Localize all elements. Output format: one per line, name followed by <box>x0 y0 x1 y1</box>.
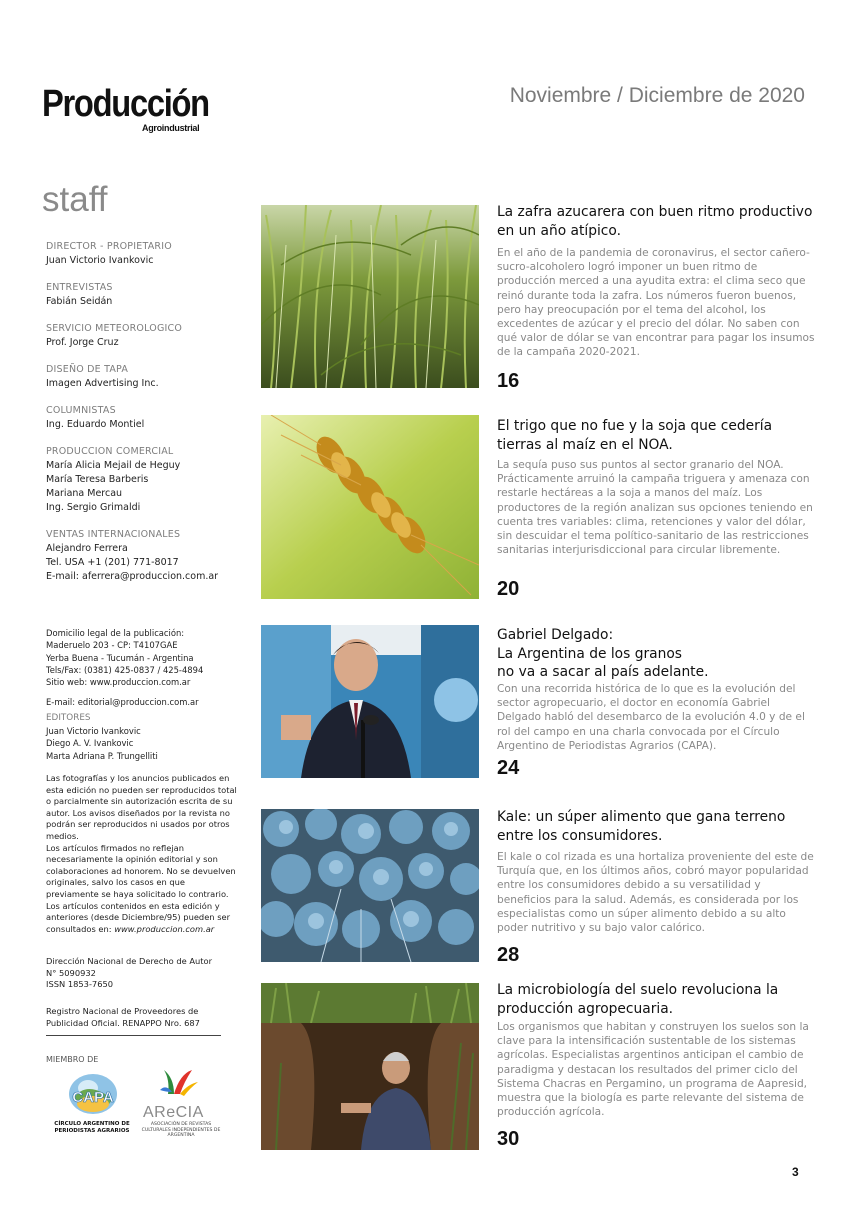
staff-title: staff <box>42 180 108 219</box>
staff-role: COLUMNISTAS <box>46 405 116 416</box>
disclaimer-paragraph: Los artículos firmados no reflejan necesariamente la opinión editorial y son colaboraciones ad honorem. No se devuelven originales, salvo los casos en que previamente se haya solicitado lo contrario. <box>46 842 236 899</box>
article-page-number[interactable]: 30 <box>497 1128 520 1150</box>
staff-list <box>46 240 236 597</box>
article-title[interactable]: La zafra azucarera con buen ritmo productivo en un año atípico. <box>497 204 813 239</box>
logo-subtitle: Agroindustrial <box>142 123 200 133</box>
staff-person: María Teresa Barberis <box>46 474 149 485</box>
staff-person: Ing. Eduardo Montiel <box>46 419 145 430</box>
article-title[interactable] <box>497 626 817 682</box>
staff-phone: Tel. USA +1 (201) 771-8017 <box>46 557 179 568</box>
soil-photo[interactable] <box>261 983 479 1150</box>
legal-line: Maderuelo 203 - CP: T4107GAE <box>46 640 178 651</box>
article-summary: Los organismos que habitan y construyen los suelos son la clave para la intensificación sustentable de los sistemas agrícolas. Especialistas argentinos anticipan el cambio de paradigma y destacan los resultados del primer ciclo del Sistema Chacras en Pergamino, un programa de Aapresid, muestra que la biología es parte relevante del sistema de producción agrícola. <box>497 1021 809 1119</box>
article-title[interactable]: El trigo que no fue y la soja que cedería tierras al maíz en el NOA. <box>497 418 773 453</box>
staff-role: DISEÑO DE TAPA <box>46 364 129 375</box>
article-summary: En el año de la pandemia de coronavirus, el sector cañero-sucro-alcoholero logró imponer un buen ritmo de producción merced a una ayudita extra: el clima seco que reinó durante toda la zafra. Los números fueron buenos, pero hay preocupación por el tema del alcohol, los excedentes de azúcar y el precio del dólar. No saben con qué valor de dólar se van encontrar para pagar los insumos de la campaña 2020-2021. <box>497 247 815 359</box>
staff-group-diseno <box>46 363 236 391</box>
staff-role: ENTREVISTAS <box>46 282 113 293</box>
legal-address <box>46 627 236 709</box>
staff-role: PRODUCCION COMERCIAL <box>46 446 174 457</box>
legal-line: Domicilio legal de la publicación: <box>46 628 185 638</box>
legal-website[interactable]: Sitio web: www.produccion.com.ar <box>46 677 191 688</box>
staff-person: Mariana Mercau <box>46 488 123 499</box>
speaker-photo[interactable] <box>261 625 479 778</box>
staff-email[interactable]: E-mail: aferrera@produccion.com.ar <box>46 571 219 582</box>
wheat-photo[interactable] <box>261 415 479 599</box>
copyright-line: N° 5090932 <box>46 967 96 978</box>
copyright-line: Dirección Nacional de Derecho de Autor <box>46 956 212 966</box>
staff-role: SERVICIO METEOROLOGICO <box>46 323 183 334</box>
logo-title: Producción <box>42 83 209 125</box>
article-summary: La sequía puso sus puntos al sector granario del NOA. Prácticamente arruinó la campaña triguera y amenaza con restarle hectáreas a la soja a manos del maíz. Los productores de la región analizan sus opciones teniendo en cuenta tres variables: clima, retenciones y valor del dólar, sin descuidar el tema político-sanitario de las restricciones sanitarias interjurisdiccional para circular libremente. <box>497 459 813 557</box>
disclaimer-link[interactable]: www.produccion.com.ar <box>114 923 215 934</box>
staff-group-meteorologico <box>46 322 236 350</box>
editor-name: Marta Adriana P. Trungelliti <box>46 750 158 761</box>
legal-line: Tels/Fax: (0381) 425-0837 / 425-4894 <box>46 664 204 675</box>
copyright-info <box>46 956 238 991</box>
staff-person: Imagen Advertising Inc. <box>46 378 159 389</box>
article-title[interactable]: La microbiología del suelo revoluciona la producción agropecuaria. <box>497 982 779 1017</box>
staff-group-director <box>46 240 236 268</box>
staff-role: DIRECTOR - PROPIETARIO <box>46 241 172 252</box>
disclaimer-paragraph <box>46 901 238 936</box>
page-number: 3 <box>792 1165 799 1179</box>
article-title[interactable]: Kale: un súper alimento que gana terreno entre los consumidores. <box>497 809 786 844</box>
article-title-line: no va a sacar al país adelante. <box>497 664 709 680</box>
copyright-line: ISSN 1853-7650 <box>46 979 114 990</box>
article-title-line: Gabriel Delgado: <box>497 627 614 643</box>
staff-group-ventas <box>46 528 236 584</box>
editors-role: EDITORES <box>46 713 91 723</box>
arecia-caption: ASOCIACIÓN DE REVISTAS CULTURALES INDEPENDIENTES DE ARGENTINA <box>141 1122 221 1139</box>
staff-person: Juan Victorio Ivankovic <box>46 255 154 266</box>
capa-caption: CÍRCULO ARGENTINO DE PERIODISTAS AGRARIOS <box>54 1121 130 1134</box>
article-page-number[interactable]: 24 <box>497 757 520 779</box>
disclaimer <box>46 773 238 935</box>
registry-info: Registro Nacional de Proveedores de Publicidad Oficial. RENAPPO Nro. 687 <box>46 1006 200 1028</box>
magazine-logo <box>42 83 209 133</box>
article-summary: El kale o col rizada es una hortaliza proveniente del este de Turquía que, en los últimos años, cobró mayor popularidad entre los consumidores debido a su versatilidad y beneficios para la salud. Además, es considerada por los especialistas como un súper alimento debido a su alto poder nutritivo y su bajo valor calórico. <box>497 851 814 935</box>
divider <box>46 1035 221 1036</box>
kale-photo[interactable] <box>261 809 479 962</box>
staff-person: Prof. Jorge Cruz <box>46 337 119 348</box>
article-page-number[interactable]: 20 <box>497 578 520 600</box>
staff-person: Alejandro Ferrera <box>46 543 128 554</box>
staff-role: VENTAS INTERNACIONALES <box>46 529 181 540</box>
issue-date: Noviembre / Diciembre de 2020 <box>509 84 805 107</box>
staff-group-entrevistas <box>46 281 236 309</box>
staff-group-columnistas <box>46 404 236 432</box>
staff-person: Fabián Seidán <box>46 296 113 307</box>
sugarcane-photo[interactable] <box>261 205 479 388</box>
disclaimer-paragraph: Las fotografías y los anuncios publicados en esta edición no pueden ser reproducidos total o parcialmente sin autorización escrita de su autor. Los avisos diseñados por la revista no podrán ser reproducidos ni usados por otros medios. <box>46 773 237 841</box>
editor-name: Juan Victorio Ivankovic <box>46 726 141 736</box>
staff-person: María Alicia Mejail de Heguy <box>46 460 181 471</box>
article-summary: Con una recorrida histórica de lo que es la evolución del sector agropecuario, el doctor en economía Gabriel Delgado habló del desembarco de la evolución 4.0 y de el rol del campo en una charla convocada por el Círculo Argentino de Periodistas Agrarios (CAPA). <box>497 683 805 752</box>
editors-list <box>46 725 158 762</box>
arecia-name: AReCIA <box>143 1104 204 1121</box>
editor-name: Diego A. V. Ivankovic <box>46 738 134 749</box>
member-label: MIEMBRO DE <box>46 1055 99 1064</box>
staff-person: Ing. Sergio Grimaldi <box>46 502 141 513</box>
article-page-number[interactable]: 16 <box>497 370 520 392</box>
legal-line: Yerba Buena - Tucumán - Argentina <box>46 652 194 663</box>
capa-logo-text: CAPA <box>72 1089 114 1106</box>
legal-email[interactable]: E-mail: editorial@produccion.com.ar <box>46 697 199 708</box>
disclaimer-text: Los artículos contenidos en esta edición y anteriores (desde Diciembre/95) pueden ser consultados en: <box>46 900 231 934</box>
article-title-line: La Argentina de los granos <box>497 645 682 662</box>
staff-group-comercial <box>46 445 236 515</box>
article-page-number[interactable]: 28 <box>497 944 520 966</box>
